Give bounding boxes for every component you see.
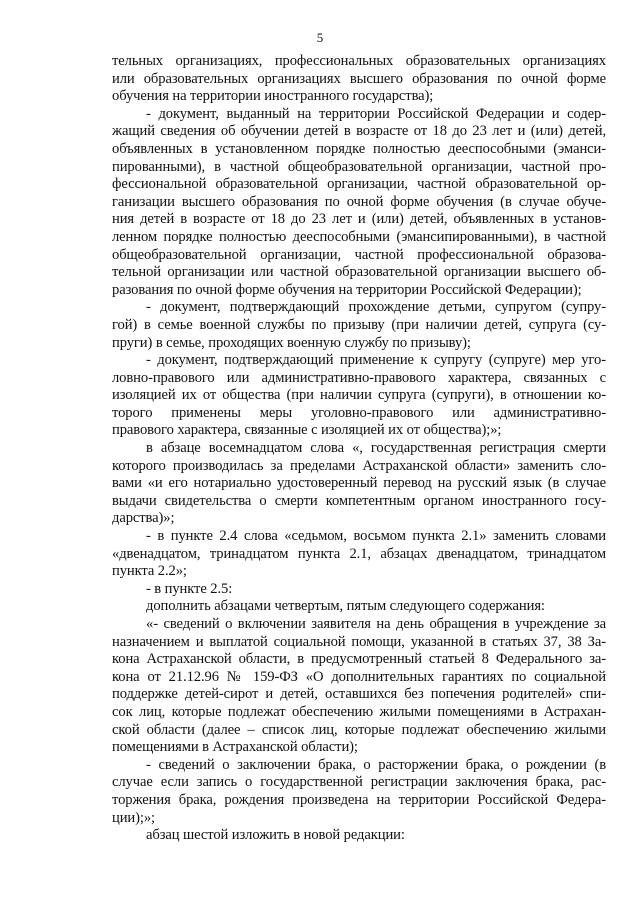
text-line: дарства)»;	[112, 510, 175, 527]
text-line: ленном порядке полностью дееспособными (эмансипированными), в частной	[112, 228, 606, 245]
text-line: пированными), в частной общеобразовательной организации, частной про-	[112, 158, 606, 175]
text-line: кона Астраханской области, в предусмотренный статьей 8 Федерального за-	[112, 651, 606, 668]
text-line: обучения на территории иностранного государства);	[112, 88, 434, 105]
text-line: ловно-правового или административно-правового характера, связанных с	[112, 369, 606, 386]
text-line: назначением и выплатой социальной помощи, указанной в статьях 37, 38 За-	[112, 633, 606, 650]
text-line: или образовательных организациях высшего образования по очной форме	[112, 70, 606, 87]
text-line: дополнить абзацами четвертым, пятым следующего содержания:	[146, 598, 545, 615]
text-line: торого применены меры уголовно-правового или административно-	[112, 404, 606, 421]
text-line: общеобразовательной организации, частной профессиональной образова-	[112, 246, 606, 263]
text-line: помещениями в Астраханской области);	[112, 739, 358, 756]
text-line: изоляцией их от общества (при наличии супруга (супруги), в отношении ко-	[112, 387, 606, 404]
text-line: жащий сведения об обучении детей в возрасте от 18 до 23 лет и (или) детей,	[112, 123, 606, 140]
text-line: «двенадцатом, тринадцатом пункта 2.1, абзацах двенадцатом, тринадцатом	[112, 545, 606, 562]
text-line: ции);»;	[112, 809, 155, 826]
text-line: гой) в семье военной службы по призыву (при наличии детей, супруга (су-	[112, 316, 606, 333]
text-line: фессиональной образовательной организации, частной образовательной ор-	[112, 176, 606, 193]
text-line: - в пункте 2.5:	[146, 580, 233, 597]
text-line: в абзаце восемнадцатом слова «, государственная регистрация смерти	[146, 440, 606, 457]
text-line: - сведений о заключении брака, о расторжении брака, о рождении (в	[146, 756, 606, 773]
text-line: - в пункте 2.4 слова «седьмом, восьмом пункта 2.1» заменить словами	[146, 528, 606, 545]
text-line: объявленных в установленном порядке полностью дееспособными (эманси-	[112, 140, 606, 157]
page-number: 5	[316, 30, 324, 45]
text-line: сок лиц, которые подлежат обеспечению жилыми помещениями в Астрахан-	[112, 703, 606, 720]
text-line: кона от 21.12.96 № 159-ФЗ «О дополнительных гарантиях по социальной	[112, 668, 606, 685]
text-line: ской области (далее – список лиц, которые подлежат обеспечению жилыми	[112, 721, 606, 738]
text-line: торжения брака, рождения произведена на территории Российской Федера-	[112, 791, 606, 808]
text-line: - документ, подтверждающий прохождение детьми, супругом (супру-	[146, 299, 606, 316]
text-line: поддержке детей-сирот и детей, оставшихся без попечения родителей» спи-	[112, 686, 606, 703]
text-line: которого производилась за пределами Астраханской области» заменить сло-	[112, 457, 606, 474]
text-line: тельной организации или частной образовательной организации высшего об-	[112, 264, 606, 281]
text-line: ганизации высшего образования по очной форме обучения (в случае обуче-	[112, 193, 606, 210]
text-line: вами «и его нотариально удостоверенный перевод на русский язык (в случае	[112, 475, 606, 492]
text-line: случае если запись о государственной регистрации заключения брака, рас-	[112, 774, 606, 791]
text-line: ния детей в возрасте от 18 до 23 лет и (или) детей, объявленных в установ-	[112, 211, 606, 228]
text-line: тельных организациях, профессиональных образовательных организациях	[112, 53, 606, 69]
text-line: правового характера, связанные с изоляцией их от общества);»;	[112, 422, 502, 439]
document-body	[112, 53, 606, 845]
text-line: выдачи свидетельства о смерти компетентным органом иностранного госу-	[112, 492, 606, 509]
text-line: - документ, выданный на территории Российской Федерации и содер-	[146, 105, 606, 122]
text-line: абзац шестой изложить в новой редакции:	[146, 827, 405, 844]
text-line: пруги) в семье, проходящих военную службу по призыву);	[112, 334, 471, 351]
text-line: - документ, подтверждающий применение к супругу (супруге) мер уго-	[146, 352, 606, 369]
text-line: разования по очной форме обучения на территории Российской Федерации);	[112, 281, 582, 298]
text-line: «- сведений о включении заявителя на день обращения в учреждение за	[146, 616, 606, 632]
text-line: пункта 2.2»;	[112, 563, 187, 580]
